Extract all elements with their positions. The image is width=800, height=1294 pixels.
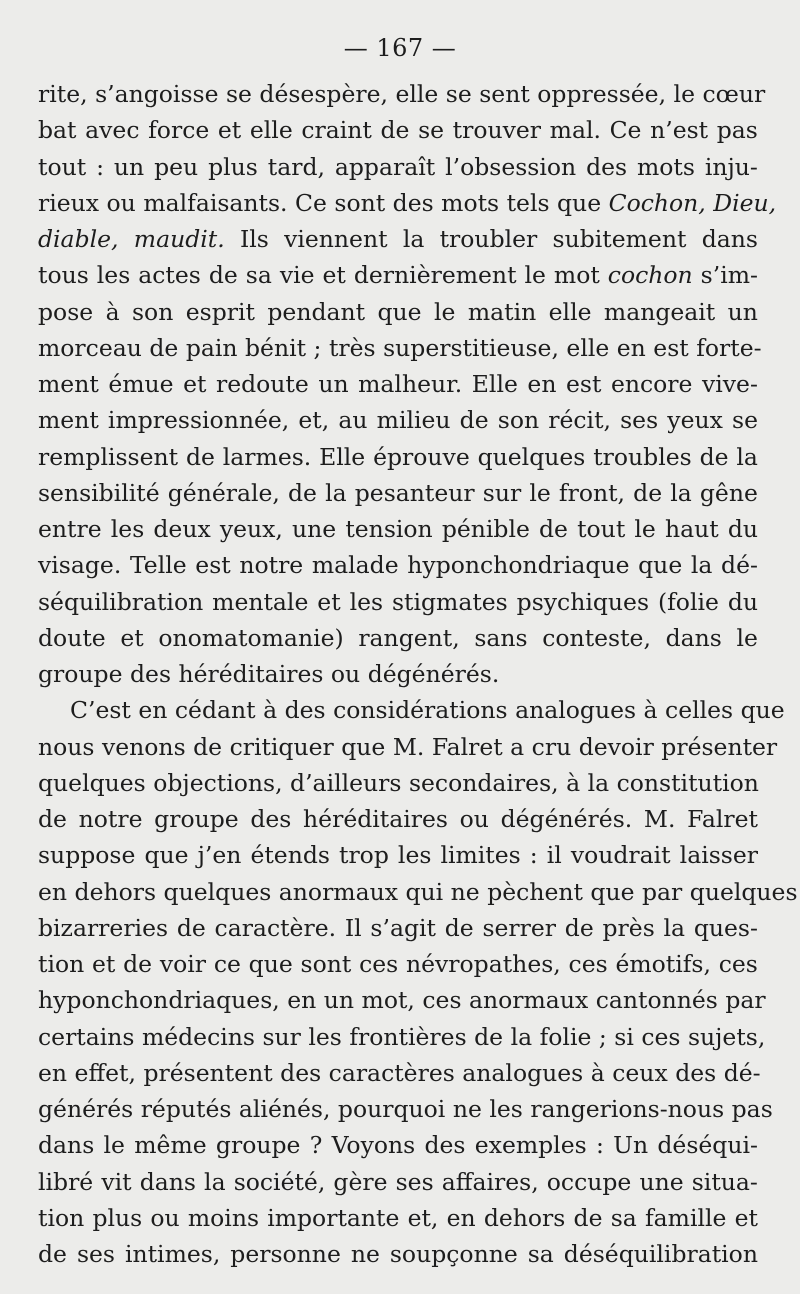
text-line: sensibilité générale, de la pesanteur sur le front, de la gêne [38,478,758,507]
text-line: en effet, présentent des caractères analogues à ceux des dé- [38,1058,761,1087]
text-line: certains médecins sur les frontières de la folie ; si ces sujets, [38,1022,766,1051]
text-line: ment impressionnée, et, au milieu de son récit, ses yeux se [38,406,758,435]
text-line: entre les deux yeux, une tension pénible de tout le haut du [38,515,758,543]
text-line: bizarreries de caractère. Il s’agit de serrer de près la ques- [38,913,758,942]
text-line: de notre groupe des héréditaires ou dégénérés. M. Falret [38,805,758,833]
text-line: visage. Telle est notre malade hyponchondriaque que la dé- [38,551,758,580]
text-line: diable, maudit. Ils viennent la troubler subitement dans [38,225,758,253]
text-line: C’est en cédant à des considérations analogues à celles que [70,696,785,725]
text-line: bat avec force et elle craint de se trouver mal. Ce n’est pas [38,116,758,145]
text-line: nous venons de critiquer que M. Falret a cru devoir présenter [38,732,778,761]
text-line: tout : un peu plus tard, apparaît l’obsession des mots inju- [38,152,758,181]
text-line: tous les actes de sa vie et dernièrement le mot cochon s’im- [38,261,758,290]
text-line: hyponchondriaques, en un mot, ces anormaux cantonnés par [38,986,766,1015]
text-line: remplissent de larmes. Elle éprouve quelques troubles de la [38,442,758,471]
text-line: groupe des héréditaires ou dégénérés. [38,660,500,688]
text-line: suppose que j’en étends trop les limites : il voudrait laisser [38,841,758,870]
text-line: dans le même groupe ? Voyons des exemples : Un déséqui- [38,1131,758,1160]
text-line: rieux ou malfaisants. Ce sont des mots tels que Cochon, Dieu, [38,188,777,217]
text-line: libré vit dans la société, gère ses affaires, occupe une situa- [38,1167,758,1196]
text-line: quelques objections, d’ailleurs secondaires, à la constitution [38,768,759,797]
page-number: — 167 — [343,34,457,62]
text-line: de ses intimes, personne ne soupçonne sa déséquilibration [38,1240,758,1268]
text-line: tion et de voir ce que sont ces névropathes, ces émotifs, ces [38,950,758,978]
text-line: tion plus ou moins importante et, en dehors de sa famille et [38,1203,758,1232]
text-line: pose à son esprit pendant que le matin elle mangeait un [38,297,758,326]
body-text [38,76,798,1272]
text-line: générés réputés aliénés, pourquoi ne les rangerions-nous pas [38,1095,773,1123]
text-line: ment émue et redoute un malheur. Elle en est encore vive- [38,370,758,398]
text-line: morceau de pain bénit ; très superstitieuse, elle en est forte- [38,333,762,362]
text-line: doute et onomatomanie) rangent, sans conteste, dans le [38,623,758,652]
text-line: en dehors quelques anormaux qui ne pèchent que par quelques [38,877,798,906]
text-line: rite, s’angoisse se désespère, elle se sent oppressée, le cœur [38,80,766,108]
text-line: séquilibration mentale et les stigmates psychiques (folie du [38,587,758,616]
